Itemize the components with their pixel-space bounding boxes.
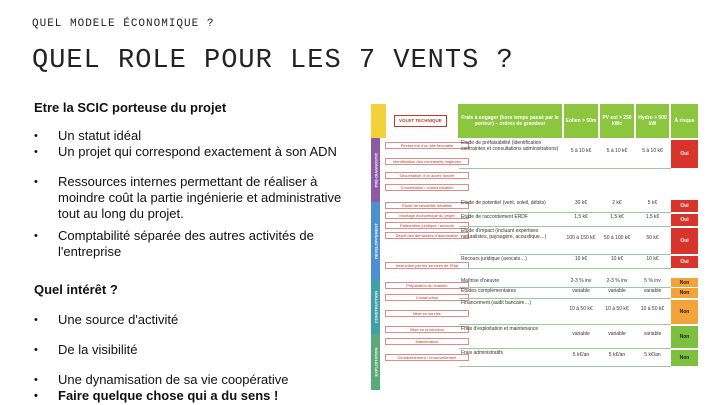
phase-construction: CONSTRUCTION: [371, 280, 380, 334]
risk-badge: Oui: [671, 228, 698, 254]
row-divider: [459, 298, 671, 299]
list-item: • Un statut idéal: [34, 128, 364, 144]
value-eolien: 10 k€: [574, 256, 588, 262]
value-eolien: 5 k€/an: [572, 352, 590, 358]
risk-badge: Oui: [671, 140, 698, 168]
list-item: • Faire quelque chose qui a du sens !: [34, 388, 364, 404]
row-description: Étude de raccordement ERDF: [461, 214, 528, 220]
cost-table-figure: [371, 104, 698, 390]
row-description: Recours juridique (avocats…): [461, 256, 527, 262]
value-pv: 10 k€: [610, 256, 624, 262]
content-column: [34, 100, 364, 404]
risk-badge: Oui: [671, 256, 698, 268]
value-hydro: 5 % inv: [644, 278, 661, 284]
row-divider: [459, 324, 671, 325]
value-pv: 50 à 100 k€: [603, 235, 631, 241]
row-divider: [459, 268, 671, 269]
value-eolien: variable: [572, 288, 590, 294]
step-label: Étude de faisabilité détaillée: [385, 202, 469, 209]
row-divider: [459, 212, 671, 213]
row-divider: [459, 254, 671, 255]
row-description: Etudes complémentaires: [461, 288, 517, 294]
row-divider: [459, 366, 671, 367]
value-eolien: 5 à 10 k€: [570, 148, 592, 154]
step-label: Concertation / communication: [385, 184, 469, 191]
section2-heading: Quel intérêt ?: [34, 282, 118, 297]
row-description: Frais administratifs: [461, 350, 503, 356]
row-divider: [459, 348, 671, 349]
value-eolien: 30 k€: [574, 200, 588, 206]
value-eolien: 1,5 k€: [574, 214, 588, 220]
list-item: • Une source d'activité: [34, 312, 364, 328]
row-description: Maîtrise d'oeuvre: [461, 278, 500, 284]
value-pv: 5 k€/an: [608, 352, 626, 358]
list-item: • Comptabilité séparée des autres activités de l'entreprise: [34, 228, 364, 260]
value-pv: variable: [608, 331, 626, 337]
step-label: Mise en service: [385, 310, 469, 317]
value-eolien: 10 à 50 k€: [569, 306, 593, 312]
header-hydro: Hydro > 500 kW: [636, 104, 669, 138]
section-kicker: QUEL MODELE ÉCONOMIQUE ?: [32, 18, 215, 30]
step-label: Maintenance: [385, 338, 469, 345]
value-hydro: 10 à 50 k€: [640, 306, 665, 312]
value-eolien: 100 à 150 k€: [566, 235, 596, 241]
risk-badge: Non: [671, 278, 698, 287]
value-eolien: variable: [572, 331, 590, 337]
row-description: Étude de préfaisabilité (identification contraintes et consultations administrations): [461, 140, 559, 152]
header-risque: À risque: [671, 104, 698, 138]
step-label: Recherche d'un site favorable: [385, 142, 469, 149]
row-divider: [459, 226, 671, 227]
risk-badge: Non: [671, 350, 698, 366]
step-label: Mise en production: [385, 326, 469, 333]
step-label: Construction: [385, 294, 469, 301]
value-hydro: variable: [643, 288, 662, 294]
risk-badge: Non: [671, 326, 698, 348]
step-label: Sécurisation d'un accès foncier: [385, 172, 469, 179]
risk-badge: Non: [671, 300, 698, 324]
section1-list: [34, 128, 364, 260]
value-hydro: 5 k€: [647, 200, 658, 206]
phase-developpement: DÉVELOPPEMENT: [371, 202, 380, 280]
row-description: Frais d'exploitation et maintenance: [461, 326, 539, 332]
risk-badge: Non: [671, 288, 698, 298]
value-hydro: 50 k€: [646, 235, 659, 241]
value-hydro: 5 k€/an: [644, 352, 661, 358]
header-pv: PV sol > 250 kWc: [600, 104, 634, 138]
header-volet: VOLET TECHNIQUE: [386, 104, 458, 138]
value-hydro: variable: [643, 331, 662, 337]
value-pv: 10 à 50 k€: [605, 306, 629, 312]
list-item: • Ressources internes permettant de réaliser à moindre coût la partie ingénierie et administrative tout au long du projet.: [34, 174, 364, 222]
section1-heading: Etre la SCIC porteuse du projet: [34, 100, 227, 115]
risk-badge: Oui: [671, 200, 698, 212]
header-frais: Frais à engager (hors temps passé par le porteur) – ordres de grandeur: [458, 104, 562, 138]
value-pv: 2 k€: [612, 200, 622, 206]
value-hydro: 5 à 10 k€: [642, 148, 663, 154]
value-pv: 5 à 10 k€: [606, 148, 628, 154]
value-pv: 1,5 k€: [610, 214, 624, 220]
list-item: • Une dynamisation de sa vie coopérative: [34, 372, 364, 388]
row-divider: [459, 168, 671, 169]
section2-list: [34, 312, 364, 404]
risk-badge: Oui: [671, 214, 698, 226]
row-description: Étude de potentiel (vent, soleil, débits): [461, 200, 546, 206]
step-label: Préparation du chantier: [385, 282, 469, 289]
list-item: • De la visibilité: [34, 342, 364, 358]
value-hydro: 10 k€: [646, 256, 659, 262]
value-pv: variable: [608, 288, 626, 294]
slide-title: QUEL ROLE POUR LES 7 VENTS ?: [32, 46, 514, 76]
header-eolien: Eolien > 50m: [564, 104, 598, 138]
value-pv: 2-3 % inv: [606, 278, 628, 284]
list-item: • Un projet qui correspond exactement à son ADN: [34, 144, 364, 160]
step-label: Montage économique du projet: [385, 212, 469, 219]
step-label: Élaboration juridique / accords: [385, 222, 469, 229]
step-label: Démantèlement / renouvellement: [385, 354, 469, 361]
header-corner: [371, 104, 386, 138]
row-description: Financement (audit bancaire…): [461, 300, 532, 306]
step-label: Instruction par les services de l'État: [385, 262, 469, 269]
phase-prediagnostic: PRÉ-DIAGNOSTIC: [371, 138, 380, 202]
phase-exploitation: EXPLOITATION: [371, 334, 380, 390]
value-hydro: 1,5 k€: [645, 214, 660, 220]
row-description: Étude d'impact (incluant expertises naturalistes, paysagère, acoustique…): [461, 228, 547, 240]
step-label: Identification des contraintes majeures: [385, 158, 469, 165]
value-eolien: 2-3 % inv: [570, 278, 592, 284]
step-label: Dépôt des demandes d'autorisation: [385, 232, 469, 239]
